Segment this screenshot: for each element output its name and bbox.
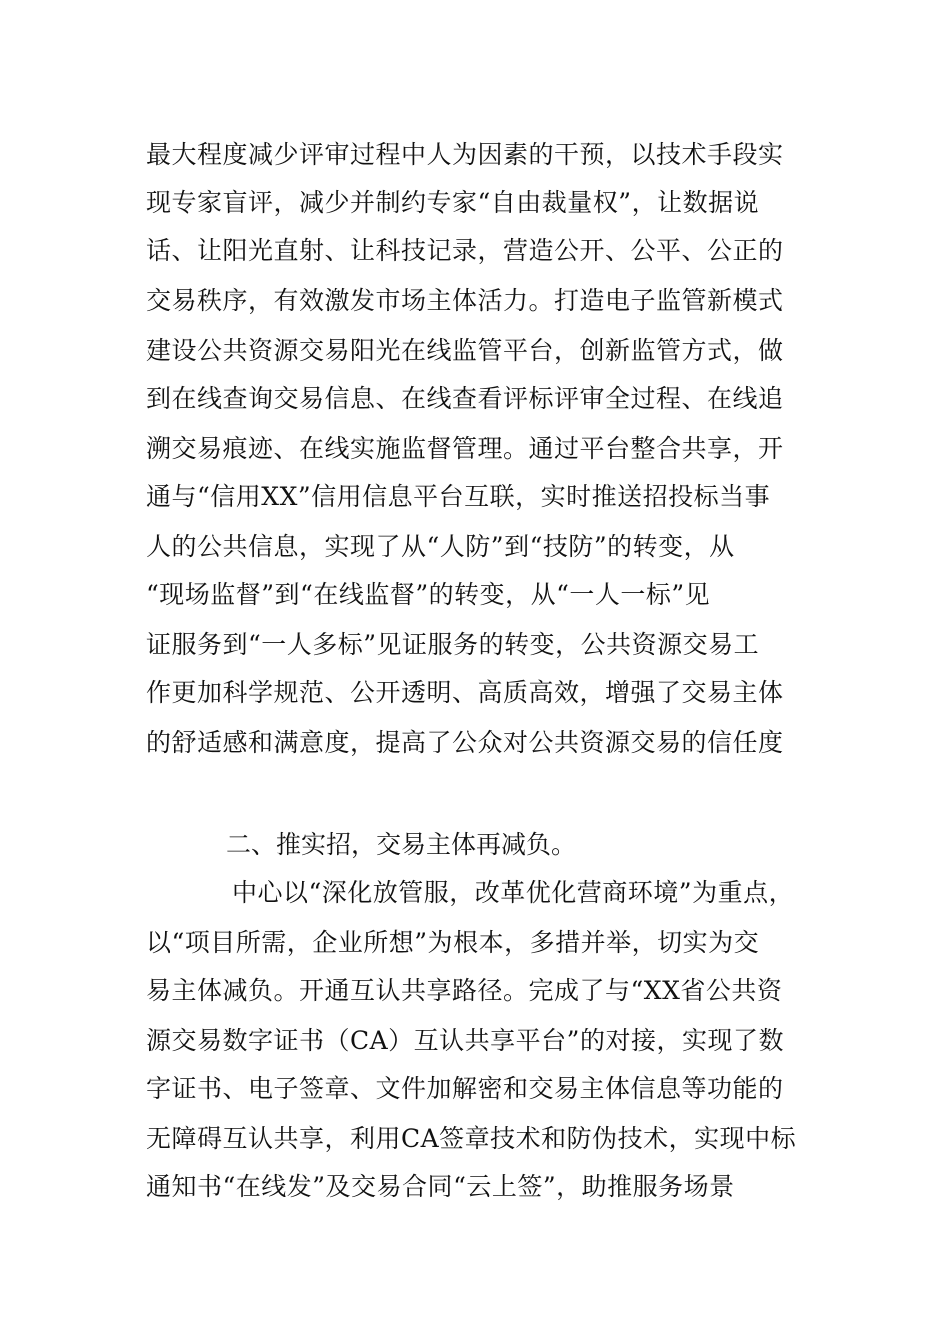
paragraph-line: 易主体减负。开通互认共享路径。完成了与“XX省公共资 <box>146 976 783 1005</box>
paragraph-line: 人的公共信息，实现了从“人防”到“技防”的转变，从 <box>146 532 735 561</box>
paragraph-line: 溯交易痕迹、在线实施监督管理。通过平台整合共享，开 <box>146 434 784 463</box>
paragraph-line: 通知书“在线发”及交易合同“云上签”，助推服务场景 <box>146 1172 735 1201</box>
paragraph-line: “现场监督”到“在线监督”的转变，从“一人一标”见 <box>146 580 711 609</box>
paragraph-line: 字证书、电子签章、文件加解密和交易主体信息等功能的 <box>146 1074 784 1103</box>
paragraph-line: 到在线查询交易信息、在线查看评标评审全过程、在线追 <box>146 384 784 413</box>
paragraph-line: 最大程度减少评审过程中人为因素的干预，以技术手段实 <box>146 140 784 169</box>
paragraph-line: 的舒适感和满意度，提高了公众对公共资源交易的信任度 <box>146 728 784 757</box>
paragraph-line: 话、让阳光直射、让科技记录，营造公开、公平、公正的 <box>146 236 784 265</box>
paragraph-line: 交易秩序，有效激发市场主体活力。打造电子监管新模式 <box>146 286 784 315</box>
paragraph-line: 无障碍互认共享，利用CA签章技术和防伪技术，实现中标 <box>146 1124 797 1153</box>
paragraph-line: 现专家盲评，减少并制约专家“自由裁量权”，让数据说 <box>146 188 760 217</box>
paragraph-line: 证服务到“一人多标”见证服务的转变，公共资源交易工 <box>146 630 760 659</box>
paragraph-line: 中心以“深化放管服，改革优化营商环境”为重点， <box>232 878 795 907</box>
section-heading: 二、推实招，交易主体再减负。 <box>226 830 577 859</box>
paragraph-line: 源交易数字证书（CA）互认共享平台”的对接，实现了数 <box>146 1026 784 1055</box>
paragraph-line: 以“项目所需，企业所想”为根本，多措并举，切实为交 <box>146 928 760 957</box>
paragraph-line: 建设公共资源交易阳光在线监管平台，创新监管方式，做 <box>146 336 784 365</box>
paragraph-line: 作更加科学规范、公开透明、高质高效，增强了交易主体 <box>146 678 784 707</box>
paragraph-line: 通与“信用XX”信用信息平台互联，实时推送招投标当事 <box>146 482 771 511</box>
